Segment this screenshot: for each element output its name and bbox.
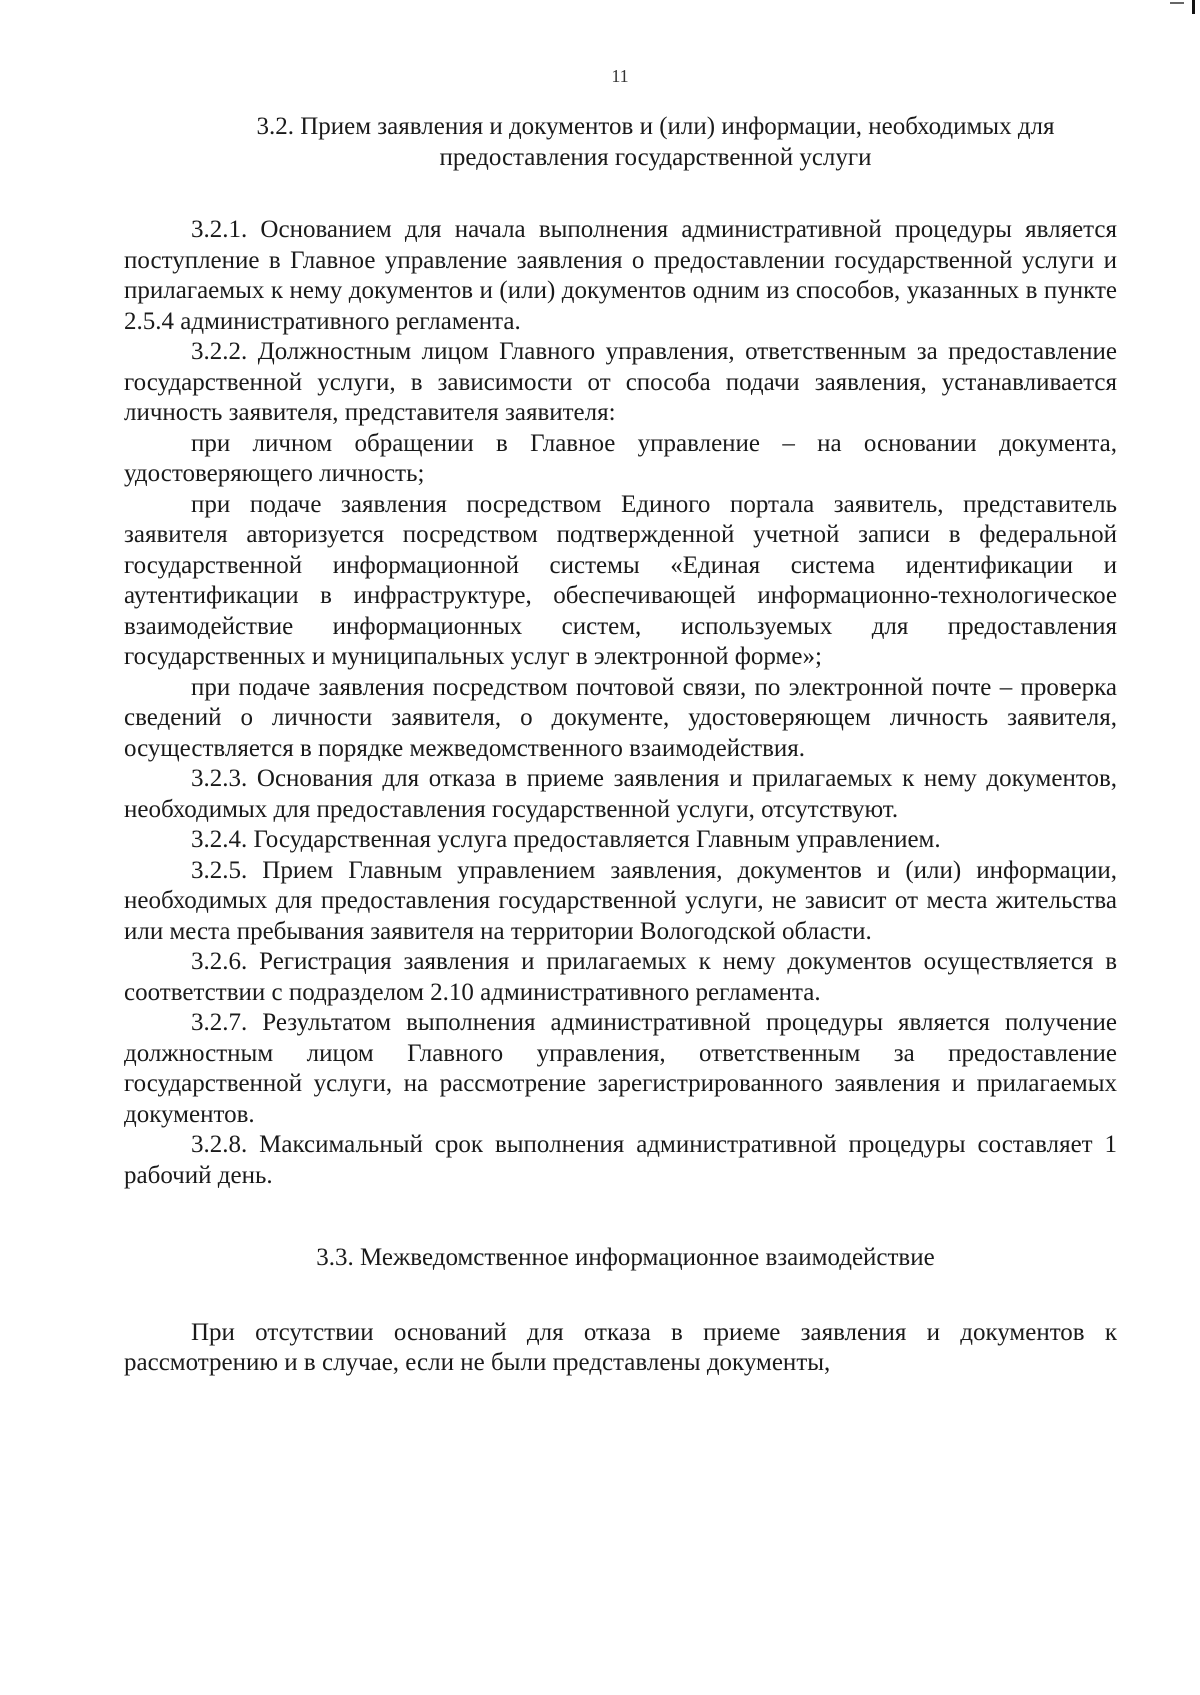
paragraph-personal-visit: при личном обращении в Главное управление – на основании документа, удостоверяющего личность; — [124, 429, 1117, 487]
scan-edge-mark — [1192, 0, 1195, 14]
paragraph-3-2-6: 3.2.6. Регистрация заявления и прилагаемых к нему документов осуществляется в соответствии с подразделом 2.10 административного регламента. — [124, 948, 1117, 1006]
paragraph-3-2-7: 3.2.7. Результатом выполнения административной процедуры является получение должностным лицом Главного управления, ответственным за предоставление государственной услуги, на рассмотрение зарегистрированного заявления и прилагаемых документов. — [124, 1009, 1117, 1128]
page-number: 11 — [611, 66, 629, 86]
paragraph-3-2-8: 3.2.8. Максимальный срок выполнения административной процедуры составляет 1 рабочий день. — [124, 1131, 1117, 1189]
section-heading-3-2: 3.2. Прием заявления и документов и (или) информации, необходимых для предоставления государственной услуги — [256, 113, 1055, 171]
paragraph-3-2-2: 3.2.2. Должностным лицом Главного управления, ответственным за предоставление государственной услуги, в зависимости от способа подачи заявления, устанавливается личность заявителя, представителя заявителя: — [124, 338, 1117, 426]
paragraph-3-2-1: 3.2.1. Основанием для начала выполнения административной процедуры является поступление в Главное управление заявления о предоставлении государственной услуги и прилагаемых к нему документов и (или) документов одним из способов, указанных в пункте 2.5.4 административного регламента. — [124, 216, 1117, 335]
paragraph-3-2-3: 3.2.3. Основания для отказа в приеме заявления и прилагаемых к нему документов, необходимых для предоставления государственной услуги, отсутствуют. — [124, 765, 1117, 823]
section-3-2-body — [124, 215, 1117, 1191]
paragraph-unified-portal: при подаче заявления посредством Единого портала заявитель, представитель заявителя авторизуется посредством подтвержденной учетной записи в федеральной государственной информационной системы «Единая система идентификации и аутентификации в инфраструктуре, обеспечивающей информационно-технологическое взаимодействие информационных систем, используемых для предоставления государственных и муниципальных услуг в электронной форме»; — [124, 490, 1117, 670]
section-heading-3-3: 3.3. Межведомственное информационное взаимодействие — [316, 1244, 935, 1271]
paragraph-postal-email: при подаче заявления посредством почтовой связи, по электронной почте – проверка сведений о личности заявителя, о документе, удостоверяющем личность заявителя, осуществляется в порядке межведомственного взаимодействия. — [124, 673, 1117, 762]
paragraph-3-2-5: 3.2.5. Прием Главным управлением заявления, документов и (или) информации, необходимых для предоставления государственной услуги, не зависит от места жительства или места пребывания заявителя на территории Вологодской области. — [124, 856, 1117, 945]
paragraph-3-3-intro: При отсутствии оснований для отказа в приеме заявления и документов к рассмотрению и в случае, если не были представлены документы, — [124, 1318, 1117, 1376]
paragraph-3-2-4: 3.2.4. Государственная услуга предоставляется Главным управлением. — [191, 826, 941, 853]
document-body — [124, 112, 1117, 1379]
scan-edge-mark — [1170, 2, 1184, 4]
